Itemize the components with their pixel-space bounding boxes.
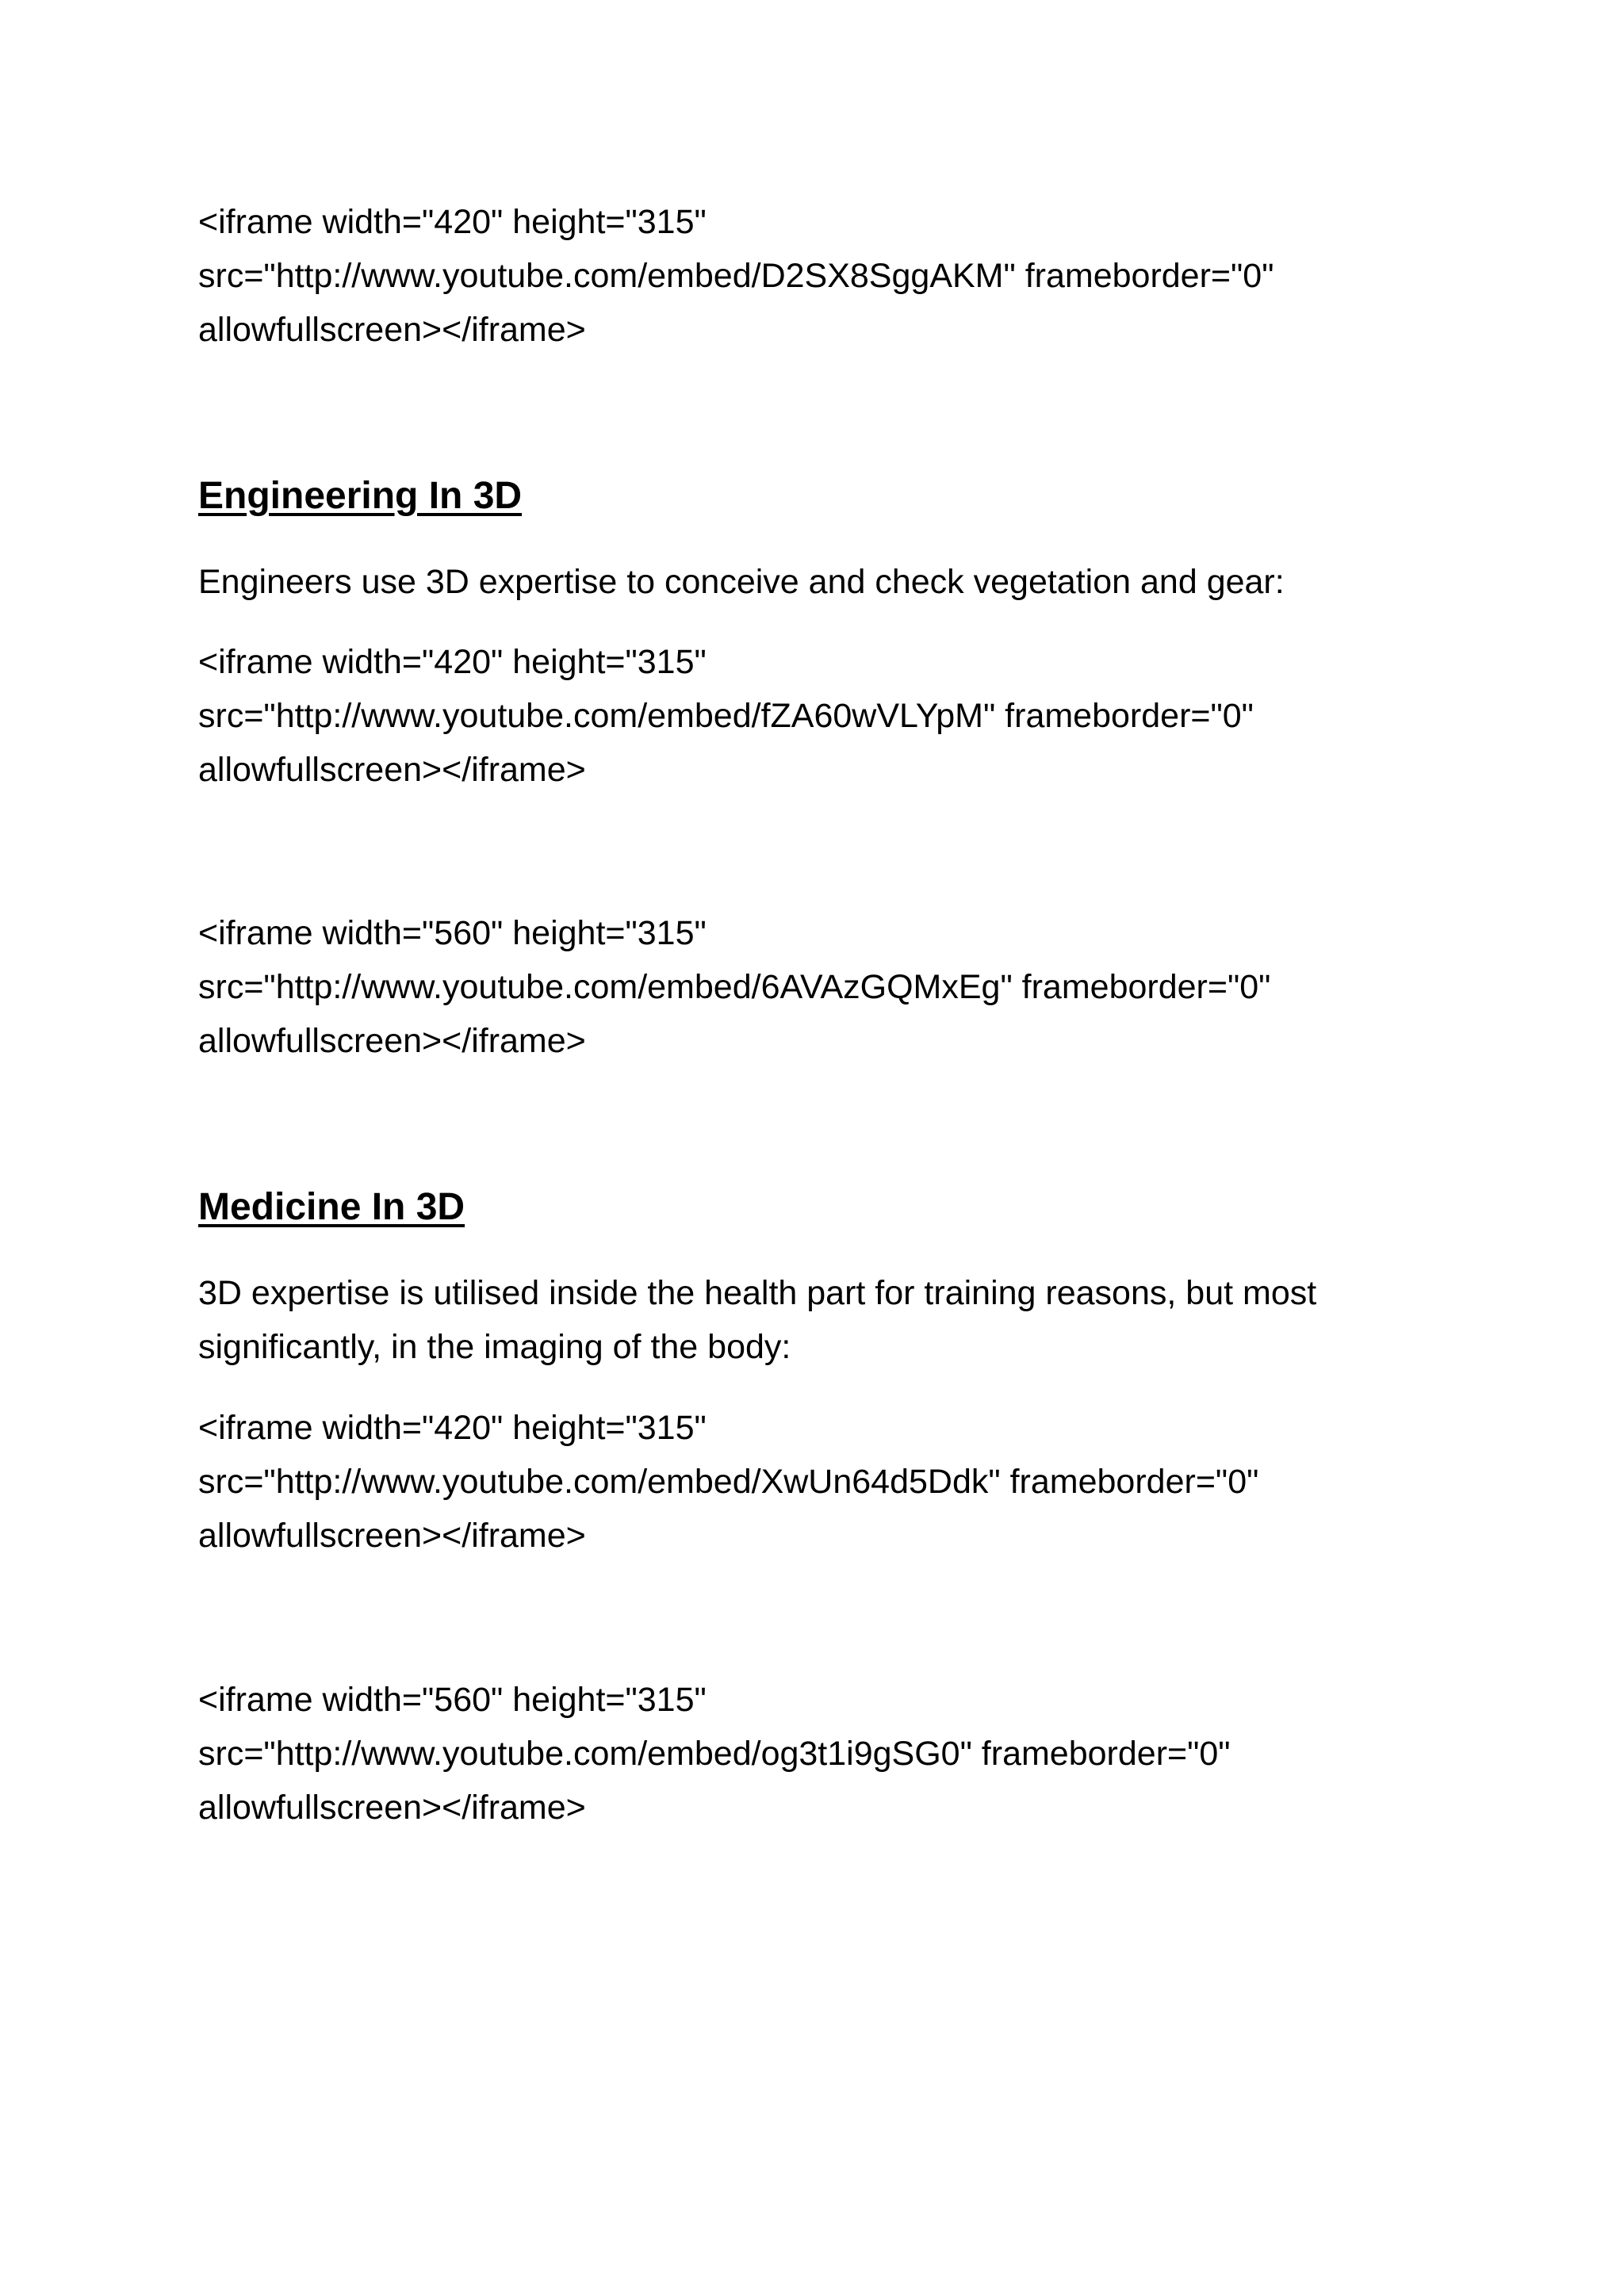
code-line: src="http://www.youtube.com/embed/og3t1i9gSG0" frameborder="0": [198, 1735, 1231, 1773]
paragraph-line: significantly, in the imaging of the body:: [198, 1328, 791, 1366]
code-line: src="http://www.youtube.com/embed/fZA60wVLYpM" frameborder="0": [198, 697, 1254, 735]
heading-medicine: Medicine In 3D: [198, 1186, 465, 1228]
iframe-snippet-4: [198, 1401, 1258, 1563]
code-line: <iframe width="560" height="315": [198, 1681, 707, 1719]
code-line: <iframe width="420" height="315": [198, 1409, 707, 1447]
iframe-snippet-3: [198, 906, 1270, 1068]
code-line: allowfullscreen></iframe>: [198, 751, 586, 789]
code-line: allowfullscreen></iframe>: [198, 1022, 586, 1060]
paragraph-engineering: [198, 555, 1285, 609]
code-line: allowfullscreen></iframe>: [198, 311, 586, 349]
iframe-snippet-5: [198, 1673, 1231, 1835]
paragraph-medicine: [198, 1266, 1316, 1374]
code-line: src="http://www.youtube.com/embed/D2SX8SggAKM" frameborder="0": [198, 257, 1274, 295]
code-line: <iframe width="420" height="315": [198, 643, 707, 681]
code-line: allowfullscreen></iframe>: [198, 1517, 586, 1555]
iframe-snippet-2: [198, 635, 1254, 797]
paragraph-line: Engineers use 3D expertise to conceive and check vegetation and gear:: [198, 563, 1285, 601]
code-line: src="http://www.youtube.com/embed/6AVAzGQMxEg" frameborder="0": [198, 968, 1271, 1006]
code-line: <iframe width="420" height="315": [198, 203, 707, 241]
code-line: allowfullscreen></iframe>: [198, 1789, 586, 1827]
paragraph-line: 3D expertise is utilised inside the health part for training reasons, but most: [198, 1274, 1317, 1312]
heading-engineering: Engineering In 3D: [198, 475, 523, 517]
iframe-snippet-1: [198, 195, 1274, 357]
code-line: <iframe width="560" height="315": [198, 914, 707, 952]
code-line: src="http://www.youtube.com/embed/XwUn64d5Ddk" frameborder="0": [198, 1463, 1259, 1501]
